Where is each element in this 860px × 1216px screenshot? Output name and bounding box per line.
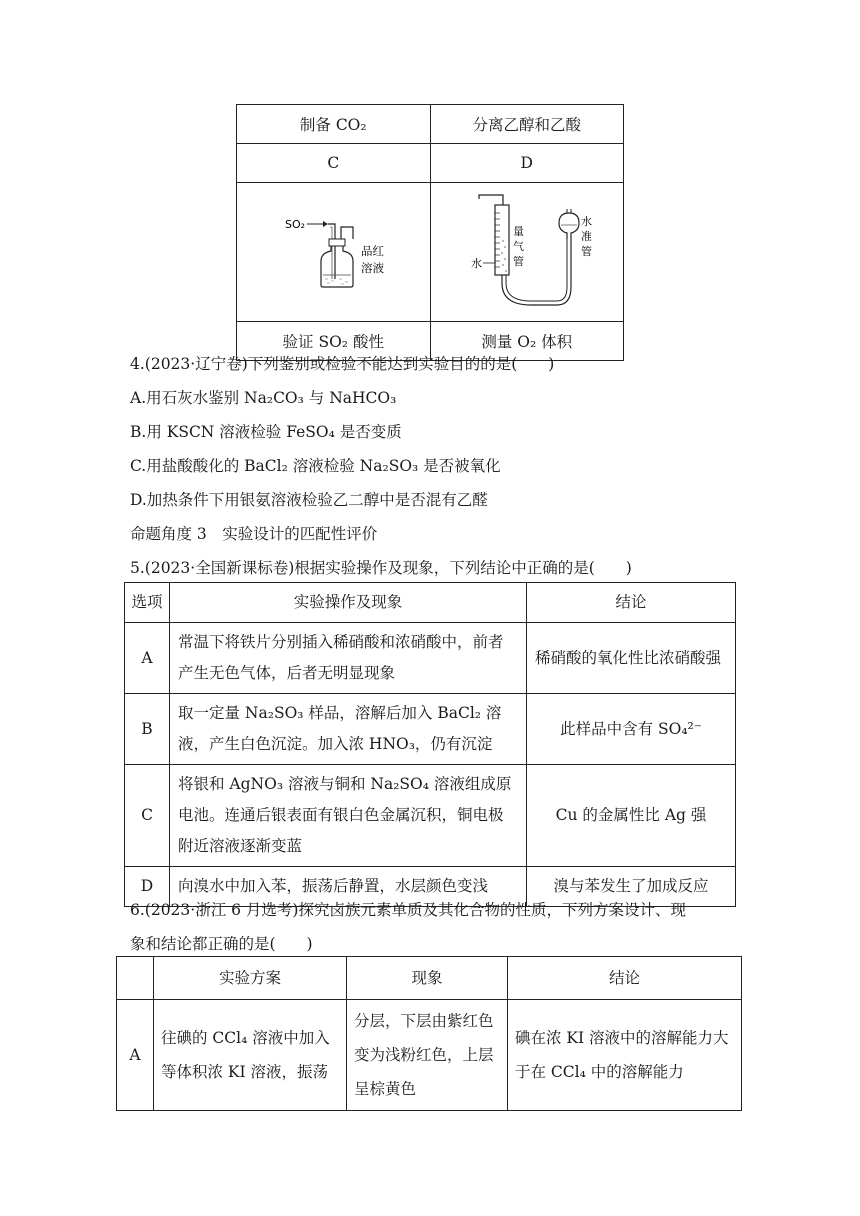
bulb-label-3: 管: [580, 245, 592, 258]
burette-label-2: 气: [512, 240, 524, 253]
header-conclusion: 结论: [527, 583, 736, 623]
phenomenon-cell: 分层，下层由紫红色变为浅粉红色，上层呈棕黄色: [347, 1000, 508, 1111]
cell-label-c: C: [237, 144, 431, 183]
apparatus-d-cell: [430, 183, 624, 322]
q6-stem-line2: 象和结论都正确的是( ): [130, 935, 313, 953]
cell-separate-ethanol-acetic: 分离乙醇和乙酸: [430, 105, 624, 144]
q6-table: [116, 956, 742, 1111]
q4-stem: 4.(2023·辽宁卷)下列鉴别或检验不能达到实验目的的是( ): [130, 355, 555, 373]
leveling-bulb: [559, 213, 579, 239]
option-label: D: [125, 867, 170, 907]
q6-stem-line1: 6.(2023·浙江 6 月选考)探究卤族元素单质及其化合物的性质，下列方案设计、现: [130, 901, 686, 919]
liquid-label-1: 品红: [361, 244, 385, 258]
delivery-tube: [479, 195, 503, 205]
conclusion-cell: 溴与苯发生了加成反应: [527, 867, 736, 907]
bulb-label-2: 准: [580, 230, 592, 243]
bottle: [321, 246, 353, 287]
table-row: [125, 623, 736, 694]
conclusion-cell: 稀硝酸的氧化性比浓硝酸强: [527, 623, 736, 694]
liquid-label-2: 溶液: [361, 261, 385, 275]
header-conclusion: 结论: [508, 957, 742, 1000]
bulb-label-1: 水: [580, 215, 592, 228]
q4-option-d: D.加热条件下用银氨溶液检验乙二醇中是否混有乙醛: [130, 491, 488, 509]
table-row: [117, 1000, 742, 1111]
apparatus-c-cell: [237, 183, 431, 322]
table-row: [125, 694, 736, 765]
q4-option-a: A.用石灰水鉴别 Na₂CO₃ 与 NaHCO₃: [130, 389, 397, 407]
cell-label-d: D: [430, 144, 624, 183]
operation-cell: 向溴水中加入苯，振荡后静置，水层颜色变浅: [170, 867, 527, 907]
q5-stem: 5.(2023·全国新课标卷)根据实验操作及现象，下列结论中正确的是( ): [130, 559, 632, 577]
gas-burette: [495, 205, 509, 275]
header-blank: [117, 957, 154, 1000]
conclusion-cell: 此样品中含有 SO₄²⁻: [527, 694, 736, 765]
stopper: [329, 239, 345, 246]
cell-measure-o2: 测量 O₂ 体积: [430, 322, 624, 361]
gas-washing-bottle-diagram: [237, 183, 429, 317]
header-option: 选项: [125, 583, 170, 623]
operation-cell: 将银和 AgNO₃ 溶液与铜和 Na₂SO₄ 溶液组成原电池。连通后银表面有银白色金属沉积，铜电极附近溶液逐渐变蓝: [170, 765, 527, 867]
conclusion-cell: Cu 的金属性比 Ag 强: [527, 765, 736, 867]
header-operation: 实验操作及现象: [170, 583, 527, 623]
water-label: 水: [470, 257, 482, 270]
q4-option-b: B.用 KSCN 溶液检验 FeSO₄ 是否变质: [130, 423, 402, 441]
conclusion-cell: 碘在浓 KI 溶液中的溶解能力大于在 CCl₄ 中的溶解能力: [508, 1000, 742, 1111]
q5-table: [124, 582, 736, 907]
gas-arrowhead: [323, 221, 328, 227]
so2-label: SO₂: [285, 218, 306, 231]
gas-burette-diagram: [431, 183, 623, 317]
burette-label-3: 管: [512, 255, 524, 268]
option-label: A: [117, 1000, 154, 1111]
option-label: C: [125, 765, 170, 867]
burette-label-1: 量: [512, 225, 524, 238]
cell-prepare-co2: 制备 CO₂: [237, 105, 431, 144]
option-label: B: [125, 694, 170, 765]
apparatus-table: [236, 104, 624, 361]
operation-cell: 取一定量 Na₂SO₃ 样品，溶解后加入 BaCl₂ 溶液，产生白色沉淀。加入浓 HNO₃，仍有沉淀: [170, 694, 527, 765]
header-phenomenon: 现象: [347, 957, 508, 1000]
plan-cell: 往碘的 CCl₄ 溶液中加入等体积浓 KI 溶液，振荡: [154, 1000, 347, 1111]
operation-cell: 常温下将铁片分别插入稀硝酸和浓硝酸中，前者产生无色气体，后者无明显现象: [170, 623, 527, 694]
cell-verify-so2: 验证 SO₂ 酸性: [237, 322, 431, 361]
option-label: A: [125, 623, 170, 694]
header-plan: 实验方案: [154, 957, 347, 1000]
section-heading: 命题角度 3 实验设计的匹配性评价: [130, 525, 378, 543]
table-row: [125, 765, 736, 867]
q4-option-c: C.用盐酸酸化的 BaCl₂ 溶液检验 Na₂SO₃ 是否被氧化: [130, 457, 501, 475]
